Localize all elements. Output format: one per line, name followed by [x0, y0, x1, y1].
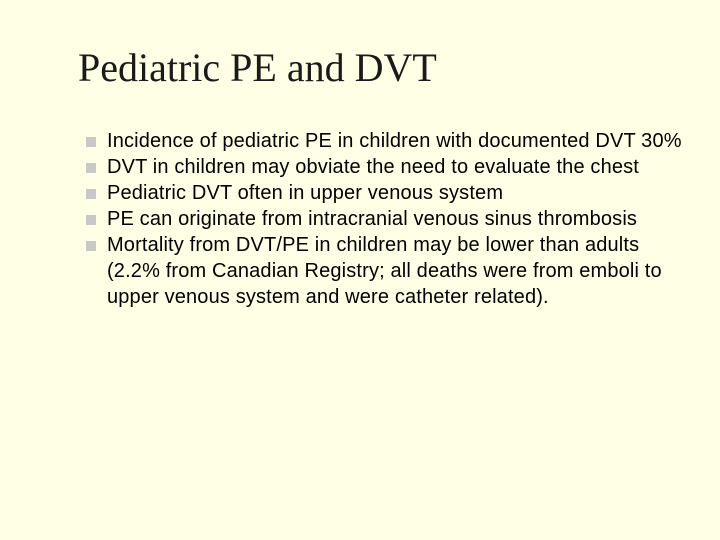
bullet-square-icon — [86, 189, 96, 199]
bullet-item — [86, 206, 686, 232]
bullet-square-icon — [86, 137, 96, 147]
bullet-text: Mortality from DVT/PE in children may be lower than adults (2.2% from Canadian Registry; all deaths were from emboli to upper venous system and were catheter related). — [107, 234, 662, 308]
bullet-list — [86, 128, 686, 310]
bullet-square-icon — [86, 241, 96, 251]
bullet-item — [86, 154, 686, 180]
slide-title: Pediatric PE and DVT — [78, 45, 437, 90]
bullet-text: Pediatric DVT often in upper venous system — [107, 182, 504, 204]
bullet-text: PE can originate from intracranial venous sinus thrombosis — [107, 208, 638, 230]
bullet-square-icon — [86, 163, 96, 173]
bullet-item — [86, 232, 686, 310]
bullet-square-icon — [86, 215, 96, 225]
bullet-item — [86, 180, 686, 206]
bullet-text: DVT in children may obviate the need to evaluate the chest — [107, 156, 639, 178]
bullet-text: Incidence of pediatric PE in children with documented DVT 30% — [107, 130, 682, 152]
bullet-item — [86, 128, 686, 154]
